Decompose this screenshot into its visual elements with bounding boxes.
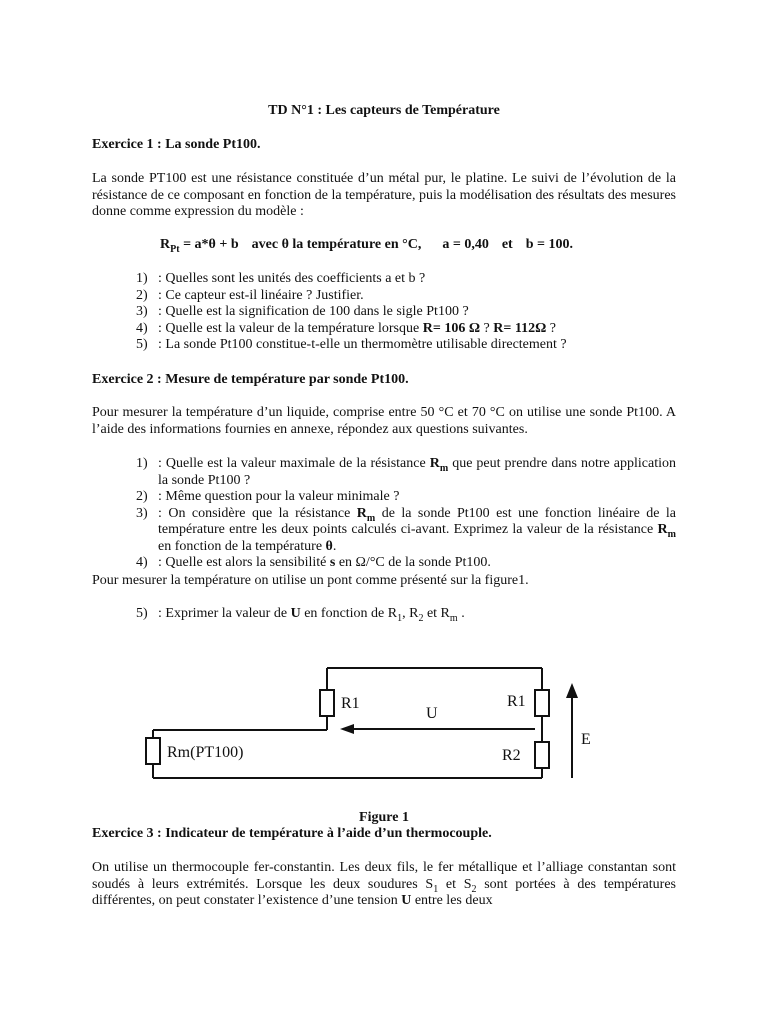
- formula-a: a = 0,40: [442, 237, 489, 252]
- formula-et: et: [501, 237, 513, 252]
- question-text-part: en: [335, 555, 356, 570]
- u-label: U: [426, 705, 438, 722]
- question-text-part: .: [332, 538, 337, 554]
- r2-resistor: [535, 742, 549, 768]
- r1-right-resistor: [535, 690, 549, 716]
- formula-expr: = a*θ + b: [179, 237, 239, 252]
- question-text: : Même question pour la valeur minimale ?: [158, 489, 400, 504]
- u-symbol: U: [290, 606, 301, 621]
- question-text-part: en fonction de la température: [158, 538, 326, 554]
- sensitivity-unit: Ω/°C: [355, 555, 385, 570]
- exercise-2-title: Exercice 2 : Mesure de température par sonde Pt100.: [92, 372, 409, 387]
- paragraph-part: entre les deux: [411, 893, 493, 908]
- question-text-part: et R: [423, 606, 450, 621]
- r1-left-label: R1: [341, 695, 360, 712]
- question-number: 3): [136, 304, 148, 319]
- question-text-part: .: [457, 606, 465, 621]
- formula-r-sub: Pt: [170, 243, 180, 255]
- theta-symbol: θ: [325, 538, 333, 554]
- question-number: 5): [136, 606, 148, 621]
- rm-sub: m: [449, 612, 458, 624]
- question-text-part: de la sonde Pt100.: [384, 555, 491, 570]
- question-text: : Quelle est la signification de 100 dans le sigle Pt100 ?: [158, 304, 469, 319]
- e-label: E: [581, 731, 591, 748]
- formula-avec: avec θ la température en °C,: [251, 237, 422, 252]
- rm-letter: R: [429, 456, 440, 471]
- u-symbol: U: [401, 893, 412, 908]
- paragraph-part: On utilise un thermocouple fer-constantin. Les deux fils, le fer métallique et l’alliage constantan sont soudés à leurs extrémités. Lorsque les deux soudures S: [92, 860, 676, 892]
- s2-sub: 2: [471, 883, 477, 895]
- question-text-part: ?: [480, 320, 494, 336]
- r2-sub: 2: [418, 612, 424, 624]
- r1-left-resistor: [320, 690, 334, 716]
- rm-resistor: [146, 738, 160, 764]
- u-arrow-head: [340, 724, 354, 734]
- question-text-part: que peut prendre dans notre application la sonde Pt100 ?: [158, 456, 676, 488]
- question-text: : La sonde Pt100 constitue-t-elle un thermomètre utilisable directement ?: [158, 337, 567, 352]
- exercise-1-intro: La sonde PT100 est une résistance constituée d’un métal pur, le platine. Le suivi de l’évolution de la résistance de ce composant en fonction de la température, puis la modélisation des résultats des mesures donne comme expression du modèle :: [92, 171, 676, 219]
- e-arrow-head: [566, 683, 578, 698]
- resistance-value-1: R= 106 Ω: [422, 320, 481, 336]
- figure-caption: Figure 1: [359, 810, 409, 825]
- rm-sub: m: [439, 462, 449, 474]
- r2-label: R2: [502, 747, 521, 764]
- rm-letter: R: [657, 522, 668, 537]
- question-number: 2): [136, 287, 148, 303]
- question-text-part: ?: [546, 320, 557, 336]
- page-title: TD N°1 : Les capteurs de Température: [268, 103, 500, 118]
- paragraph-part: et S: [438, 876, 472, 892]
- question-text-part: : Quelle est la valeur maximale de la résistance: [158, 456, 430, 471]
- question-number: 1): [136, 271, 148, 286]
- question-number: 1): [136, 456, 148, 471]
- sensitivity-symbol: s: [329, 555, 336, 570]
- rm-label: Rm(PT100): [167, 744, 244, 761]
- question-number: 4): [136, 555, 148, 570]
- question-text-part: de la sonde Pt100 est une fonction linéaire de la température entre les deux points calculés ci-avant. Exprimez la valeur de la résistance: [158, 505, 676, 537]
- question-text-part: : On considère que la résistance: [158, 505, 357, 521]
- formula-r: R: [160, 237, 171, 252]
- exercise-1-title: Exercice 1 : La sonde Pt100.: [92, 137, 261, 152]
- question-text-part: , R: [402, 606, 419, 621]
- question-text-part: : Quelle est la valeur de la température lorsque: [158, 320, 423, 336]
- r1-sub: 1: [397, 612, 403, 624]
- question-text-part: : Exprimer la valeur de: [158, 606, 291, 621]
- question-number: 2): [136, 489, 148, 504]
- exercise-3-title: Exercice 3 : Indicateur de température à l’aide d’un thermocouple.: [92, 826, 492, 841]
- question-text: : Quelles sont les unités des coefficients a et b ?: [158, 271, 426, 286]
- formula-b: b = 100.: [525, 237, 573, 252]
- bridge-intro: Pour mesurer la température on utilise un pont comme présenté sur la figure1.: [92, 573, 529, 588]
- rm-sub: m: [366, 512, 376, 524]
- question-text: : Ce capteur est-il linéaire ? Justifier.: [158, 287, 364, 303]
- exercise-2-intro: Pour mesurer la température d’un liquide, comprise entre 50 °C et 70 °C on utilise une sonde Pt100. A l’aide des informations fournies en annexe, répondez aux questions suivantes.: [92, 405, 676, 437]
- r1-right-label: R1: [507, 693, 526, 710]
- exercise-3-intro: [92, 860, 676, 910]
- question-number: 3): [136, 505, 148, 521]
- question-number: 5): [136, 337, 148, 352]
- question-text-part: en fonction de R: [300, 606, 398, 621]
- rm-letter: R: [356, 505, 367, 521]
- question-text-part: : Quelle est alors la sensibilité: [158, 555, 330, 570]
- question-number: 4): [136, 320, 148, 336]
- rm-sub: m: [667, 528, 676, 540]
- paragraph-part: sont portées à des températures différentes, on peut constater l’existence d’une tension: [92, 876, 676, 908]
- resistance-value-2: R= 112Ω: [493, 320, 547, 336]
- s1-sub: 1: [433, 883, 439, 895]
